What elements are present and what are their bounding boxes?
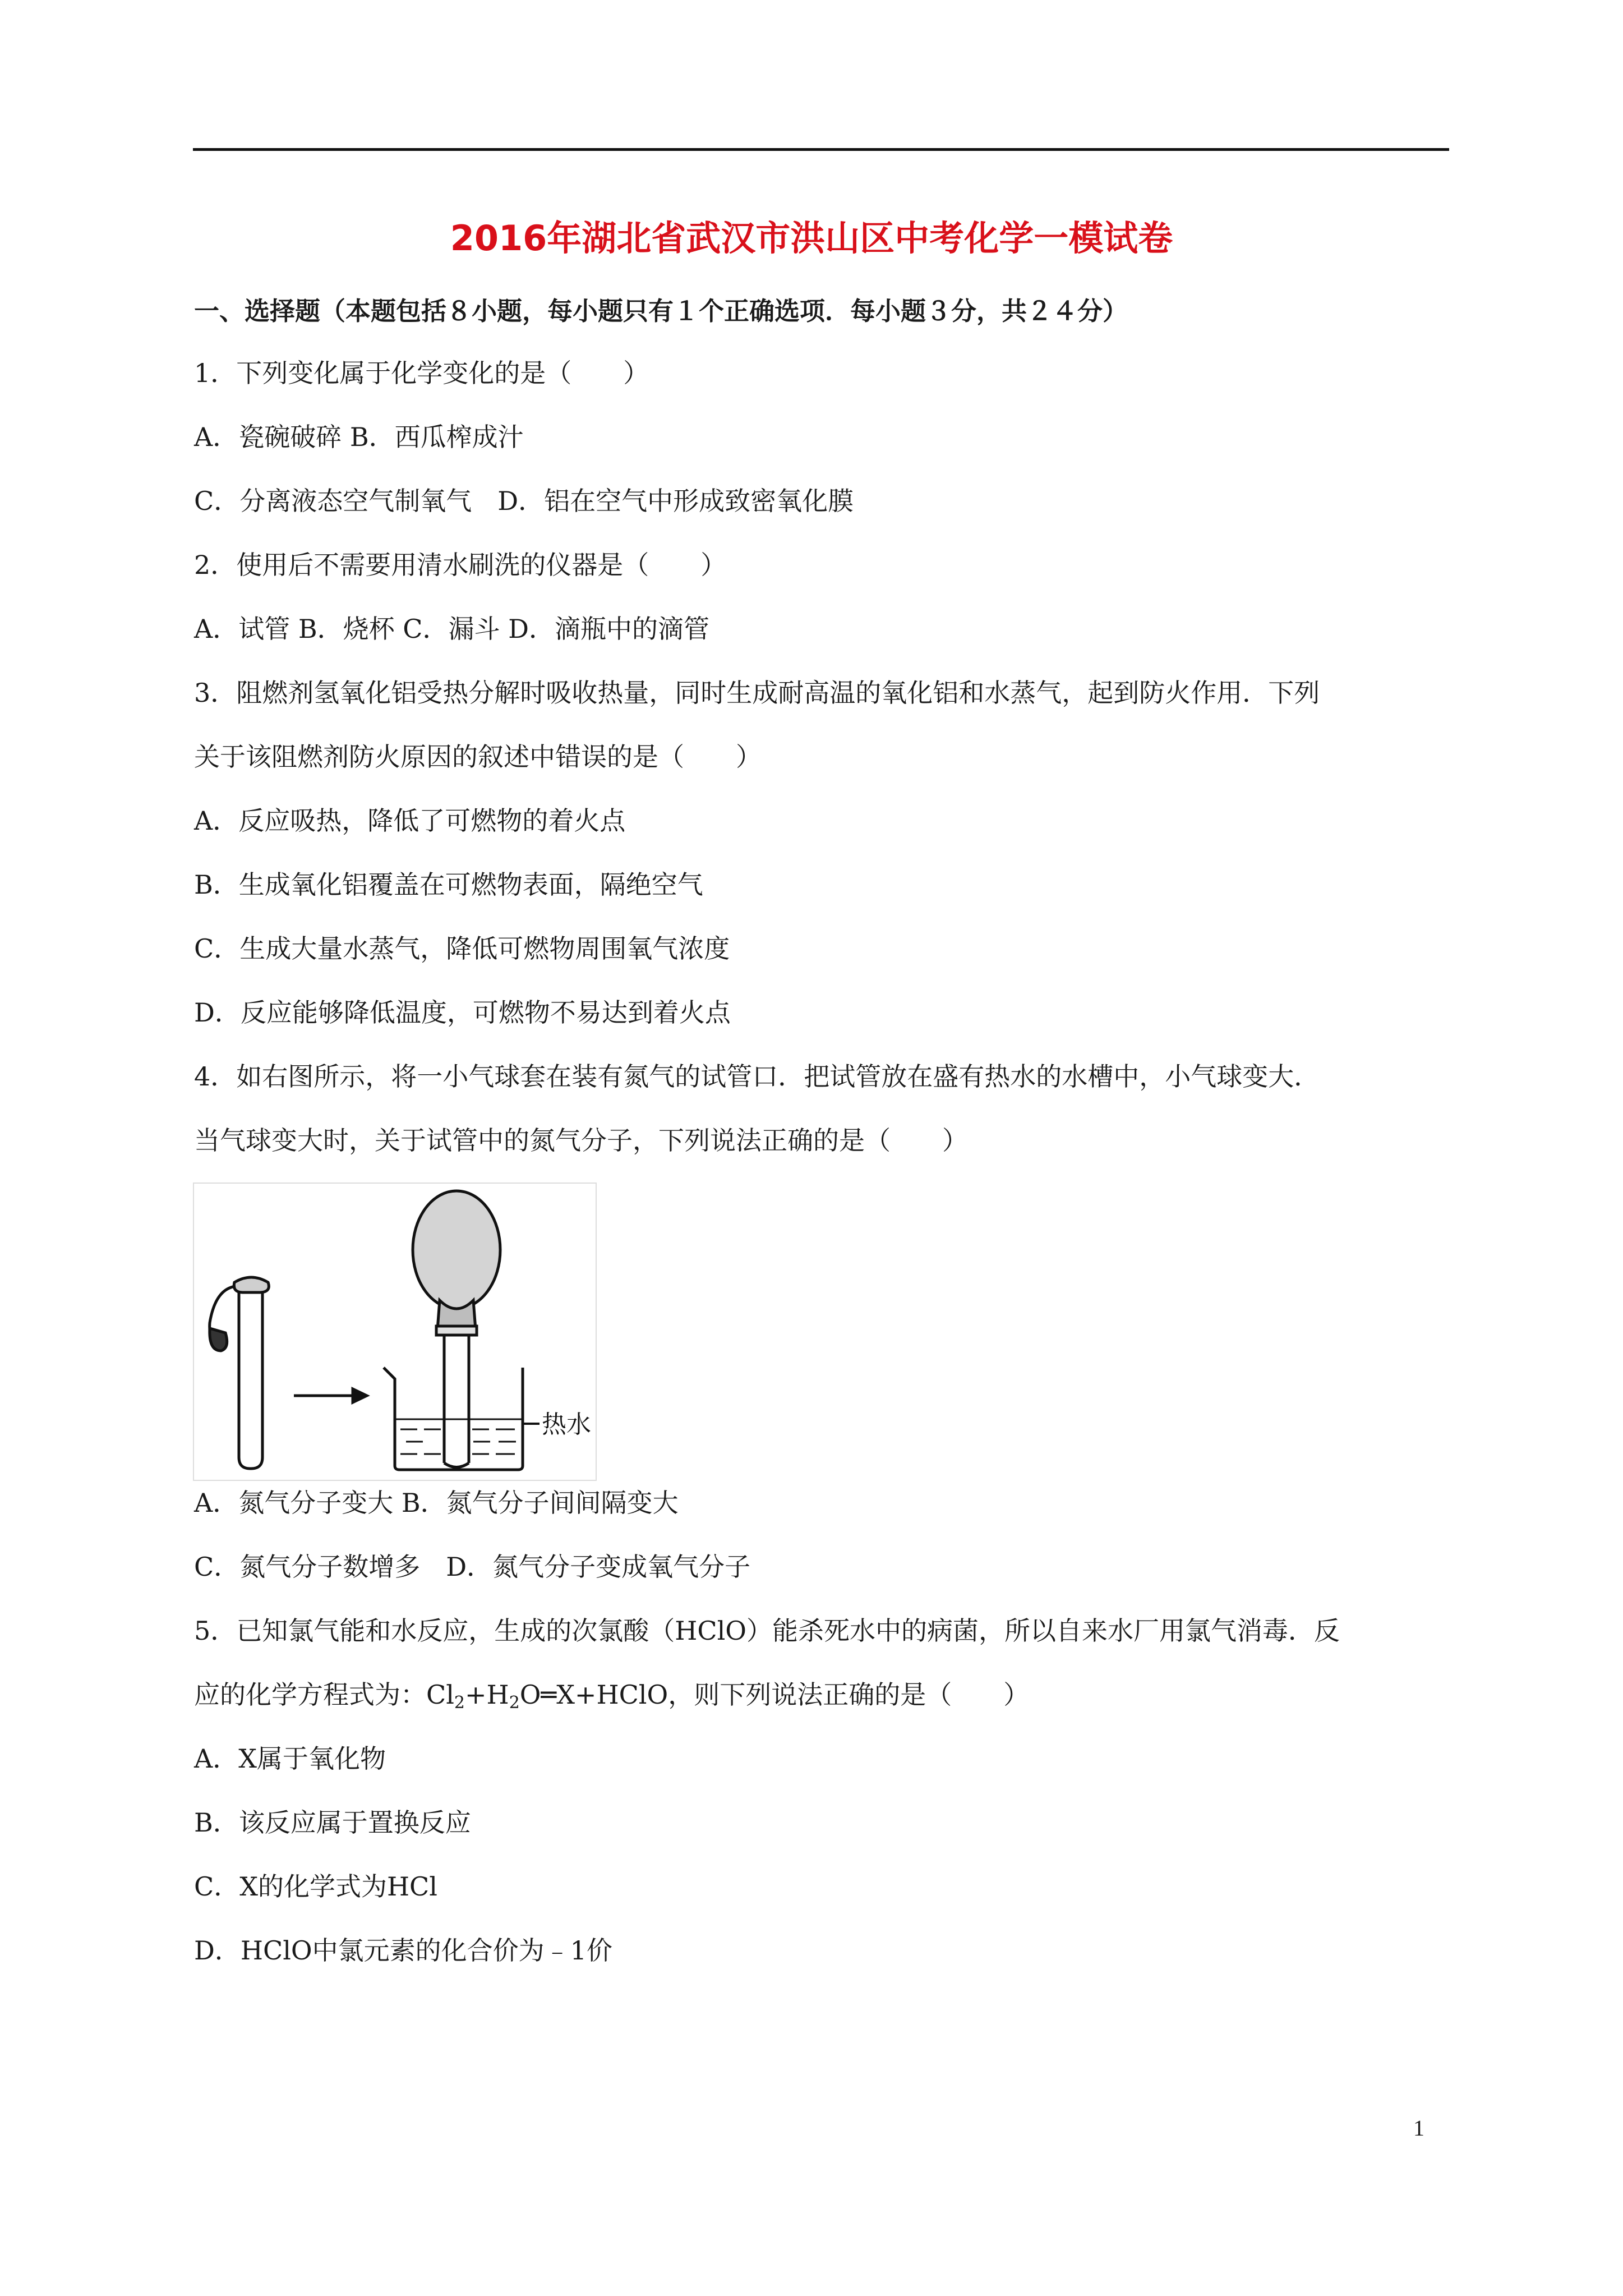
q4-option-d: D．氮气分子变成氧气分子: [446, 1552, 751, 1582]
q3-stem-line2: 关于该阻燃剂防火原因的叙述中错误的是（ ）: [194, 742, 762, 772]
q1-option-c: C．分离液态空气制氧气: [194, 486, 472, 516]
q5-stem-line1: 5．已知氯气能和水反应，生成的次氯酸（HClO）能杀死水中的病菌，所以自来水厂用氯气消毒．反: [194, 1616, 1340, 1646]
experiment-illustration: [193, 1182, 597, 1481]
q5-option-d: D．HClO中氯元素的化合价为﹣1价: [194, 1935, 612, 1966]
q1-stem: 1．下列变化属于化学变化的是（ ）: [194, 358, 649, 388]
q5-option-c: C．X的化学式为HCl: [194, 1871, 437, 1902]
q5-equation-part: O═X+HClO，则下列说法正确的是（ ）: [519, 1680, 1030, 1710]
q5-equation-part: 应的化学方程式为：Cl: [194, 1680, 454, 1710]
q5-option-a: A．X属于氧化物: [194, 1743, 386, 1774]
q5-option-b: B．该反应属于置换反应: [194, 1807, 471, 1838]
q3-option-d: D．反应能够降低温度，可燃物不易达到着火点: [194, 997, 731, 1028]
q2-stem: 2．使用后不需要用清水刷洗的仪器是（ ）: [194, 550, 727, 580]
q1-options-cd: [194, 481, 854, 521]
q3-option-b: B．生成氧化铝覆盖在可燃物表面，隔绝空气: [194, 869, 703, 900]
q4-options-ab: A．氮气分子变大 B．氮气分子间间隔变大: [194, 1488, 679, 1518]
q5-stem-line2: [194, 1675, 1029, 1723]
section-heading: 一、选择题（本题包括８小题，每小题只有１个正确选项．每小题３分，共２４分）: [194, 296, 1128, 326]
q5-equation-part: +H: [465, 1680, 509, 1710]
q4-stem-line2: 当气球变大时，关于试管中的氮气分子，下列说法正确的是（ ）: [194, 1125, 968, 1156]
q2-options: A．试管 B．烧杯 C．漏斗 D．滴瓶中的滴管: [194, 614, 709, 644]
hot-water-label: 热水: [542, 1410, 591, 1439]
header-rule: [193, 148, 1449, 151]
subscript: 2: [509, 1693, 520, 1713]
q1-options-ab: A．瓷碗破碎 B．西瓜榨成汁: [194, 422, 524, 452]
q3-option-c: C．生成大量水蒸气，降低可燃物周围氧气浓度: [194, 933, 730, 964]
q4-option-c: C．氮气分子数增多: [194, 1552, 421, 1582]
subscript: 2: [454, 1693, 465, 1713]
q3-stem-line1: 3．阻燃剂氢氧化铝受热分解时吸收热量，同时生成耐高温的氧化铝和水蒸气，起到防火作用．下列: [194, 678, 1320, 708]
balloon-test-tube-figure: [193, 1182, 597, 1481]
q4-options-cd: [194, 1547, 750, 1586]
page-number: 1: [1413, 2115, 1424, 2141]
page-title: 2016年湖北省武汉市洪山区中考化学一模试卷: [450, 218, 1173, 259]
q1-option-d: D．铝在空气中形成致密氧化膜: [497, 486, 854, 516]
q3-option-a: A．反应吸热，降低了可燃物的着火点: [194, 806, 626, 836]
q4-stem-line1: 4．如右图所示，将一小气球套在装有氮气的试管口．把试管放在盛有热水的水槽中，小气球变大．: [194, 1061, 1320, 1092]
